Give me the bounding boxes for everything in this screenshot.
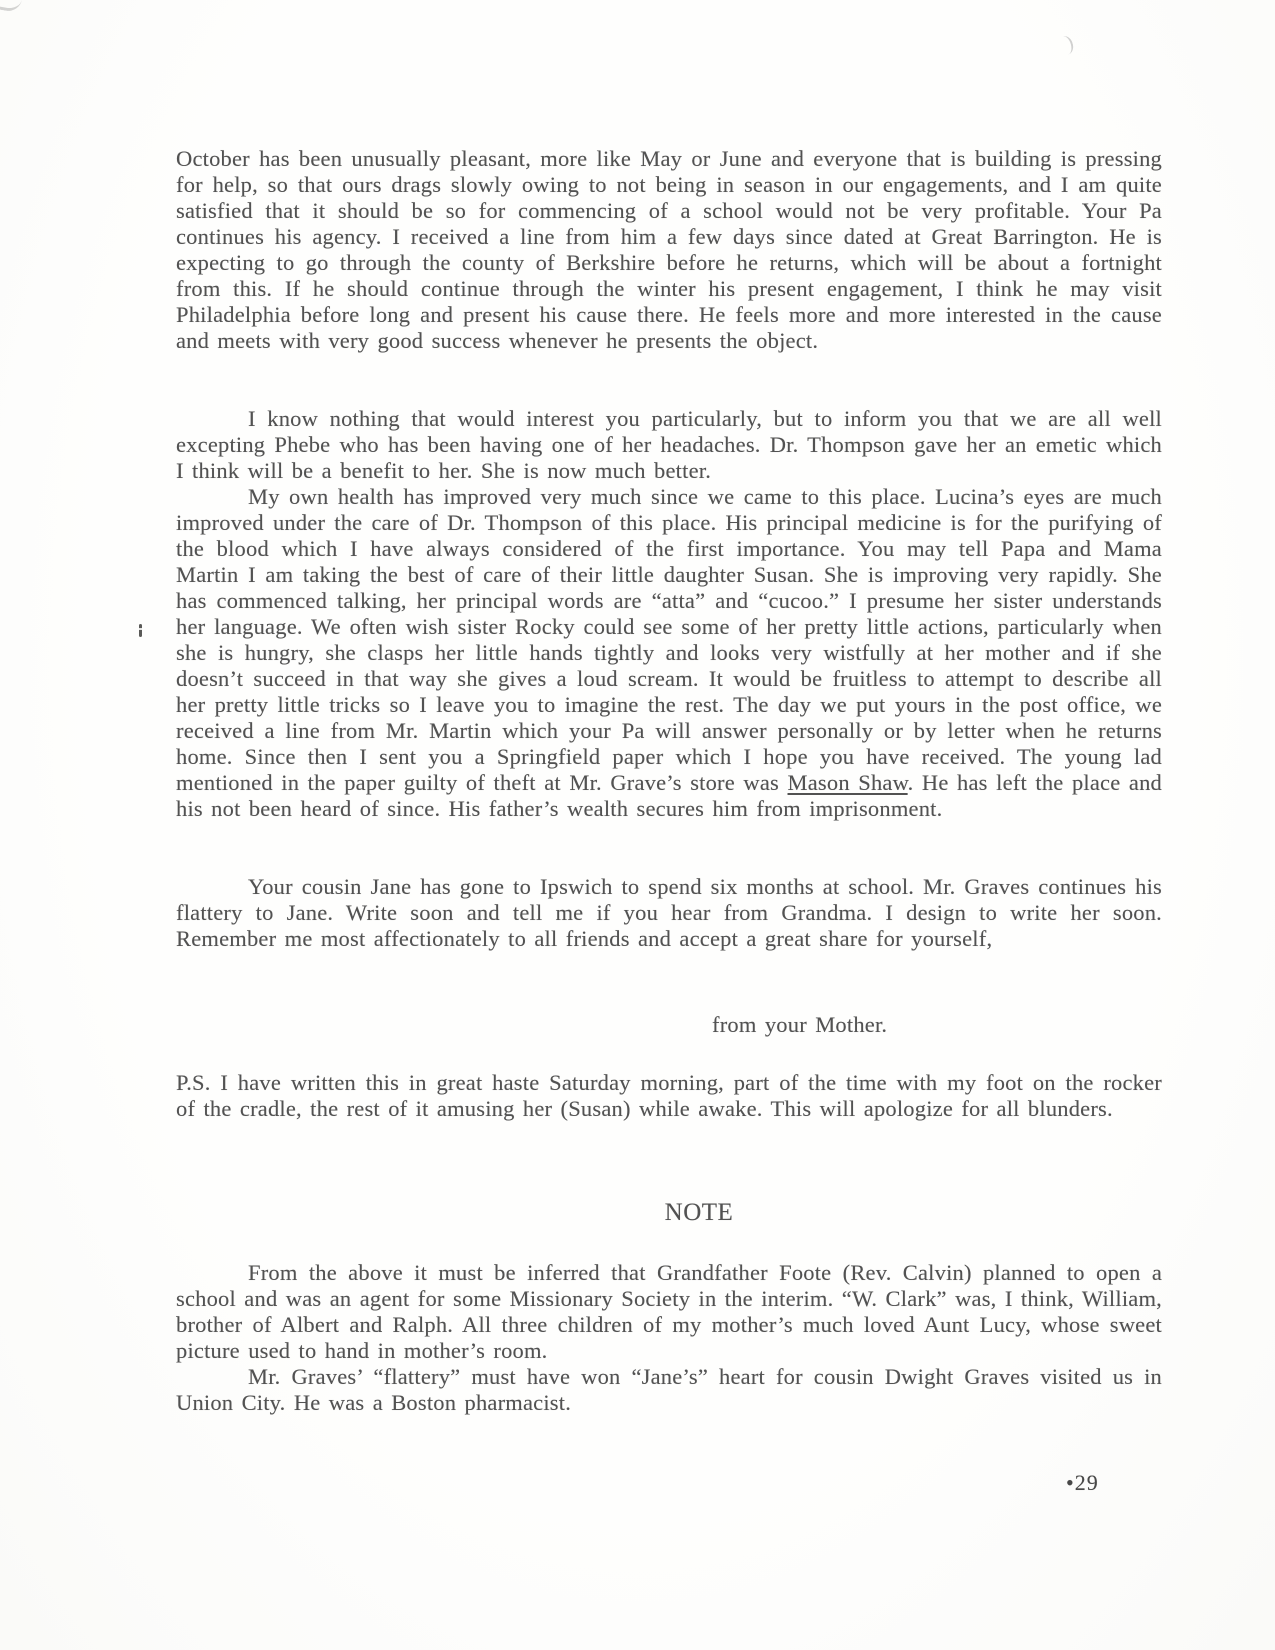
underlined-name-mason-shaw: Mason Shaw [787,770,908,795]
letter-postscript: P.S. I have written this in great haste Saturday morning, part of the time with my foot on the rocker of the cradle, the rest of it amusing her (Susan) while awake. This will apologize for all blunders. [176,1070,1162,1121]
note-heading: NOTE [664,1199,734,1226]
letter-paragraph-1: October has been unusually pleasant, more like May or June and everyone that is building is pressing for help, so that ours drags slowly owing to not being in season in our engagements, and I am quite satisfied that it should be so for commencing of a school would not be very profitable. Your Pa continues his agency. I received a line from him a few days since dated at Great Barrington. He is expecting to go through the county of Berkshire before he returns, which will be about a fortnight from this. If he should continue through the winter his present engagement, I think he may visit Philadelphia before long and present his cause there. He feels more and more interested in the cause and meets with very good success whenever he presents the object. [176,146,1162,353]
scan-smudge-top-left [0,0,22,13]
note-paragraph-2: Mr. Graves’ “flattery” must have won “Jane’s” heart for cousin Dwight Graves visited us in Union City. He was a Boston pharmacist. [176,1364,1162,1415]
letter-paragraph-2: I know nothing that would interest you particularly, but to inform you that we are all well excepting Phebe who has been having one of her headaches. Dr. Thompson gave her an emetic which I think will be a benefit to her. She is now much better. [176,406,1162,483]
letter-paragraph-3 [176,484,1162,874]
letter-paragraph-3-text-after: . He has left the place and his not been heard of since. His father’s wealth secures him from imprisonment. [176,770,1163,821]
page-number: •29 [1066,1470,1099,1495]
note-paragraph-1: From the above it must be inferred that Grandfather Foote (Rev. Calvin) planned to open a school and was an agent for some Missionary Society in the interim. “W. Clark” was, I think, William, brother of Albert and Ralph. All three children of my mother’s much loved Aunt Lucy, whose sweet picture used to hand in mother’s room. [176,1260,1162,1363]
scan-mark-top-right [1056,34,1076,56]
letter-signoff: from your Mother. [712,1012,888,1037]
page-text-block [176,146,1162,1416]
scan-speck-left-margin [139,624,142,637]
letter-paragraph-4: Your cousin Jane has gone to Ipswich to spend six months at school. Mr. Graves continues his flattery to Jane. Write soon and tell me if you hear from Grandma. I design to write her soon. Remember me most affectionately to all friends and accept a great share for yourself, [176,874,1162,951]
letter-paragraph-3-text-before: My own health has improved very much since we came to this place. Lucina’s eyes are much improved under the care of Dr. Thompson of this place. His principal medicine is for the purifying of the blood which I have always considered of the first importance. You may tell Papa and Mama Martin I am taking the best of care of their little daughter Susan. She is improving very rapidly. She has commenced talking, her principal words are “atta” and “cucoo.” I presume her sister understands her language. We often wish sister Rocky could see some of her pretty little actions, particularly when she is hungry, she clasps her little hands tightly and looks very wistfully at her mother and if she doesn’t succeed in that way she gives a loud scream. It would be fruitless to attempt to describe all her pretty little tricks so I leave you to imagine the rest. The day we put yours in the post office, we received a line from Mr. Martin which your Pa will answer personally or by letter when he returns home. Since then I sent you a Springfield paper which I hope you have received. The young lad mentioned in the paper guilty of theft at Mr. Grave’s store was [176,484,1162,795]
